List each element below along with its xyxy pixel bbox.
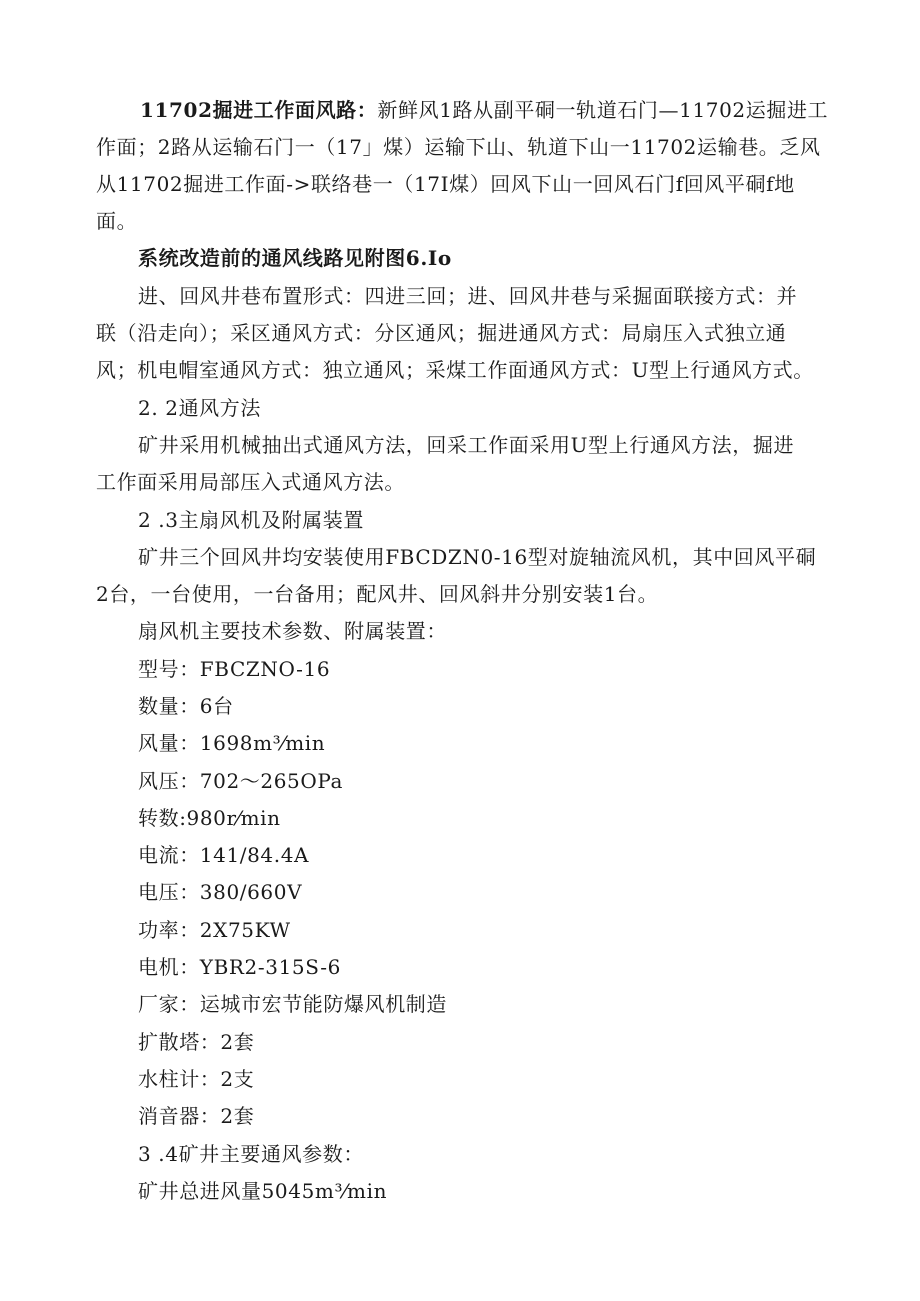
spec-silencer: 消音器：2套 [138, 1104, 255, 1128]
ventilation-route-note: 系统改造前的通风线路见附图6.Io [138, 246, 452, 270]
spec-air-pressure: 风压：702～265OPa [138, 769, 344, 793]
spec-rotation-speed: 转数:980r⁄min [138, 806, 281, 830]
spec-voltage: 电压：380/660V [138, 880, 303, 904]
spec-water-gauge: 水柱计：2支 [138, 1067, 255, 1091]
paragraph-airway-line-3: 从11702掘进工作面->联络巷一（17I煤）回风下山一回风石门f回风平硐f地 [96, 172, 795, 196]
section-heading-2-2: 2. 2通风方法 [138, 396, 261, 420]
paragraph-airway-line-4: 面。 [96, 209, 138, 233]
spec-motor: 电机：YBR2-315S-6 [138, 955, 341, 979]
section-heading-3-4: 3 .4矿井主要通风参数： [138, 1142, 364, 1166]
paragraph-fan-line-2: 2台，一台使用，一台备用；配风井、回风斜井分别安装1台。 [96, 582, 659, 606]
total-intake-air: 矿井总进风量5045m³⁄min [138, 1179, 388, 1203]
paragraph-fan-line-1: 矿井三个回风井均安装使用FBCDZN0-16型对旋轴流风机，其中回风平硐 [138, 545, 817, 569]
spec-air-volume: 风量：1698m³⁄min [138, 731, 326, 755]
airway-text: 新鲜风1路从副平硐一轨道石门—11702运掘进工 [377, 98, 829, 122]
paragraph-airway-line-2: 作面；2路从运输石门一（17」煤）运输下山、轨道下山一11702运输巷。乏风 [96, 135, 821, 159]
spec-diffuser: 扩散塔：2套 [138, 1030, 255, 1054]
fan-params-intro: 扇风机主要技术参数、附属装置： [138, 619, 447, 643]
section-heading-2-3: 2 .3主扇风机及附属装置 [138, 508, 364, 532]
spec-quantity: 数量：6台 [138, 694, 234, 718]
airway-heading: 11702掘进工作面风路： [140, 98, 378, 122]
spec-power: 功率：2X75KW [138, 918, 291, 942]
spec-manufacturer: 厂家：运城市宏节能防爆风机制造 [138, 992, 447, 1016]
paragraph-airway-line-1 [140, 96, 828, 124]
paragraph-layout-line-3: 风；机电帽室通风方式：独立通风；采煤工作面通风方式：U型上行通风方式。 [96, 358, 814, 382]
spec-model: 型号：FBCZNO-16 [138, 657, 331, 681]
paragraph-layout-line-1: 进、回风井巷布置形式：四进三回；进、回风井巷与采掘面联接方式：并 [138, 284, 798, 308]
paragraph-method-line-1: 矿井采用机械抽出式通风方法，回采工作面采用U型上行通风方法，掘进 [138, 433, 795, 457]
paragraph-method-line-2: 工作面采用局部压入式通风方法。 [96, 470, 405, 494]
spec-current: 电流：141/84.4A [138, 843, 310, 867]
paragraph-layout-line-2: 联（沿走向）；采区通风方式：分区通风；掘进通风方式：局扇压入式独立通 [96, 321, 787, 345]
